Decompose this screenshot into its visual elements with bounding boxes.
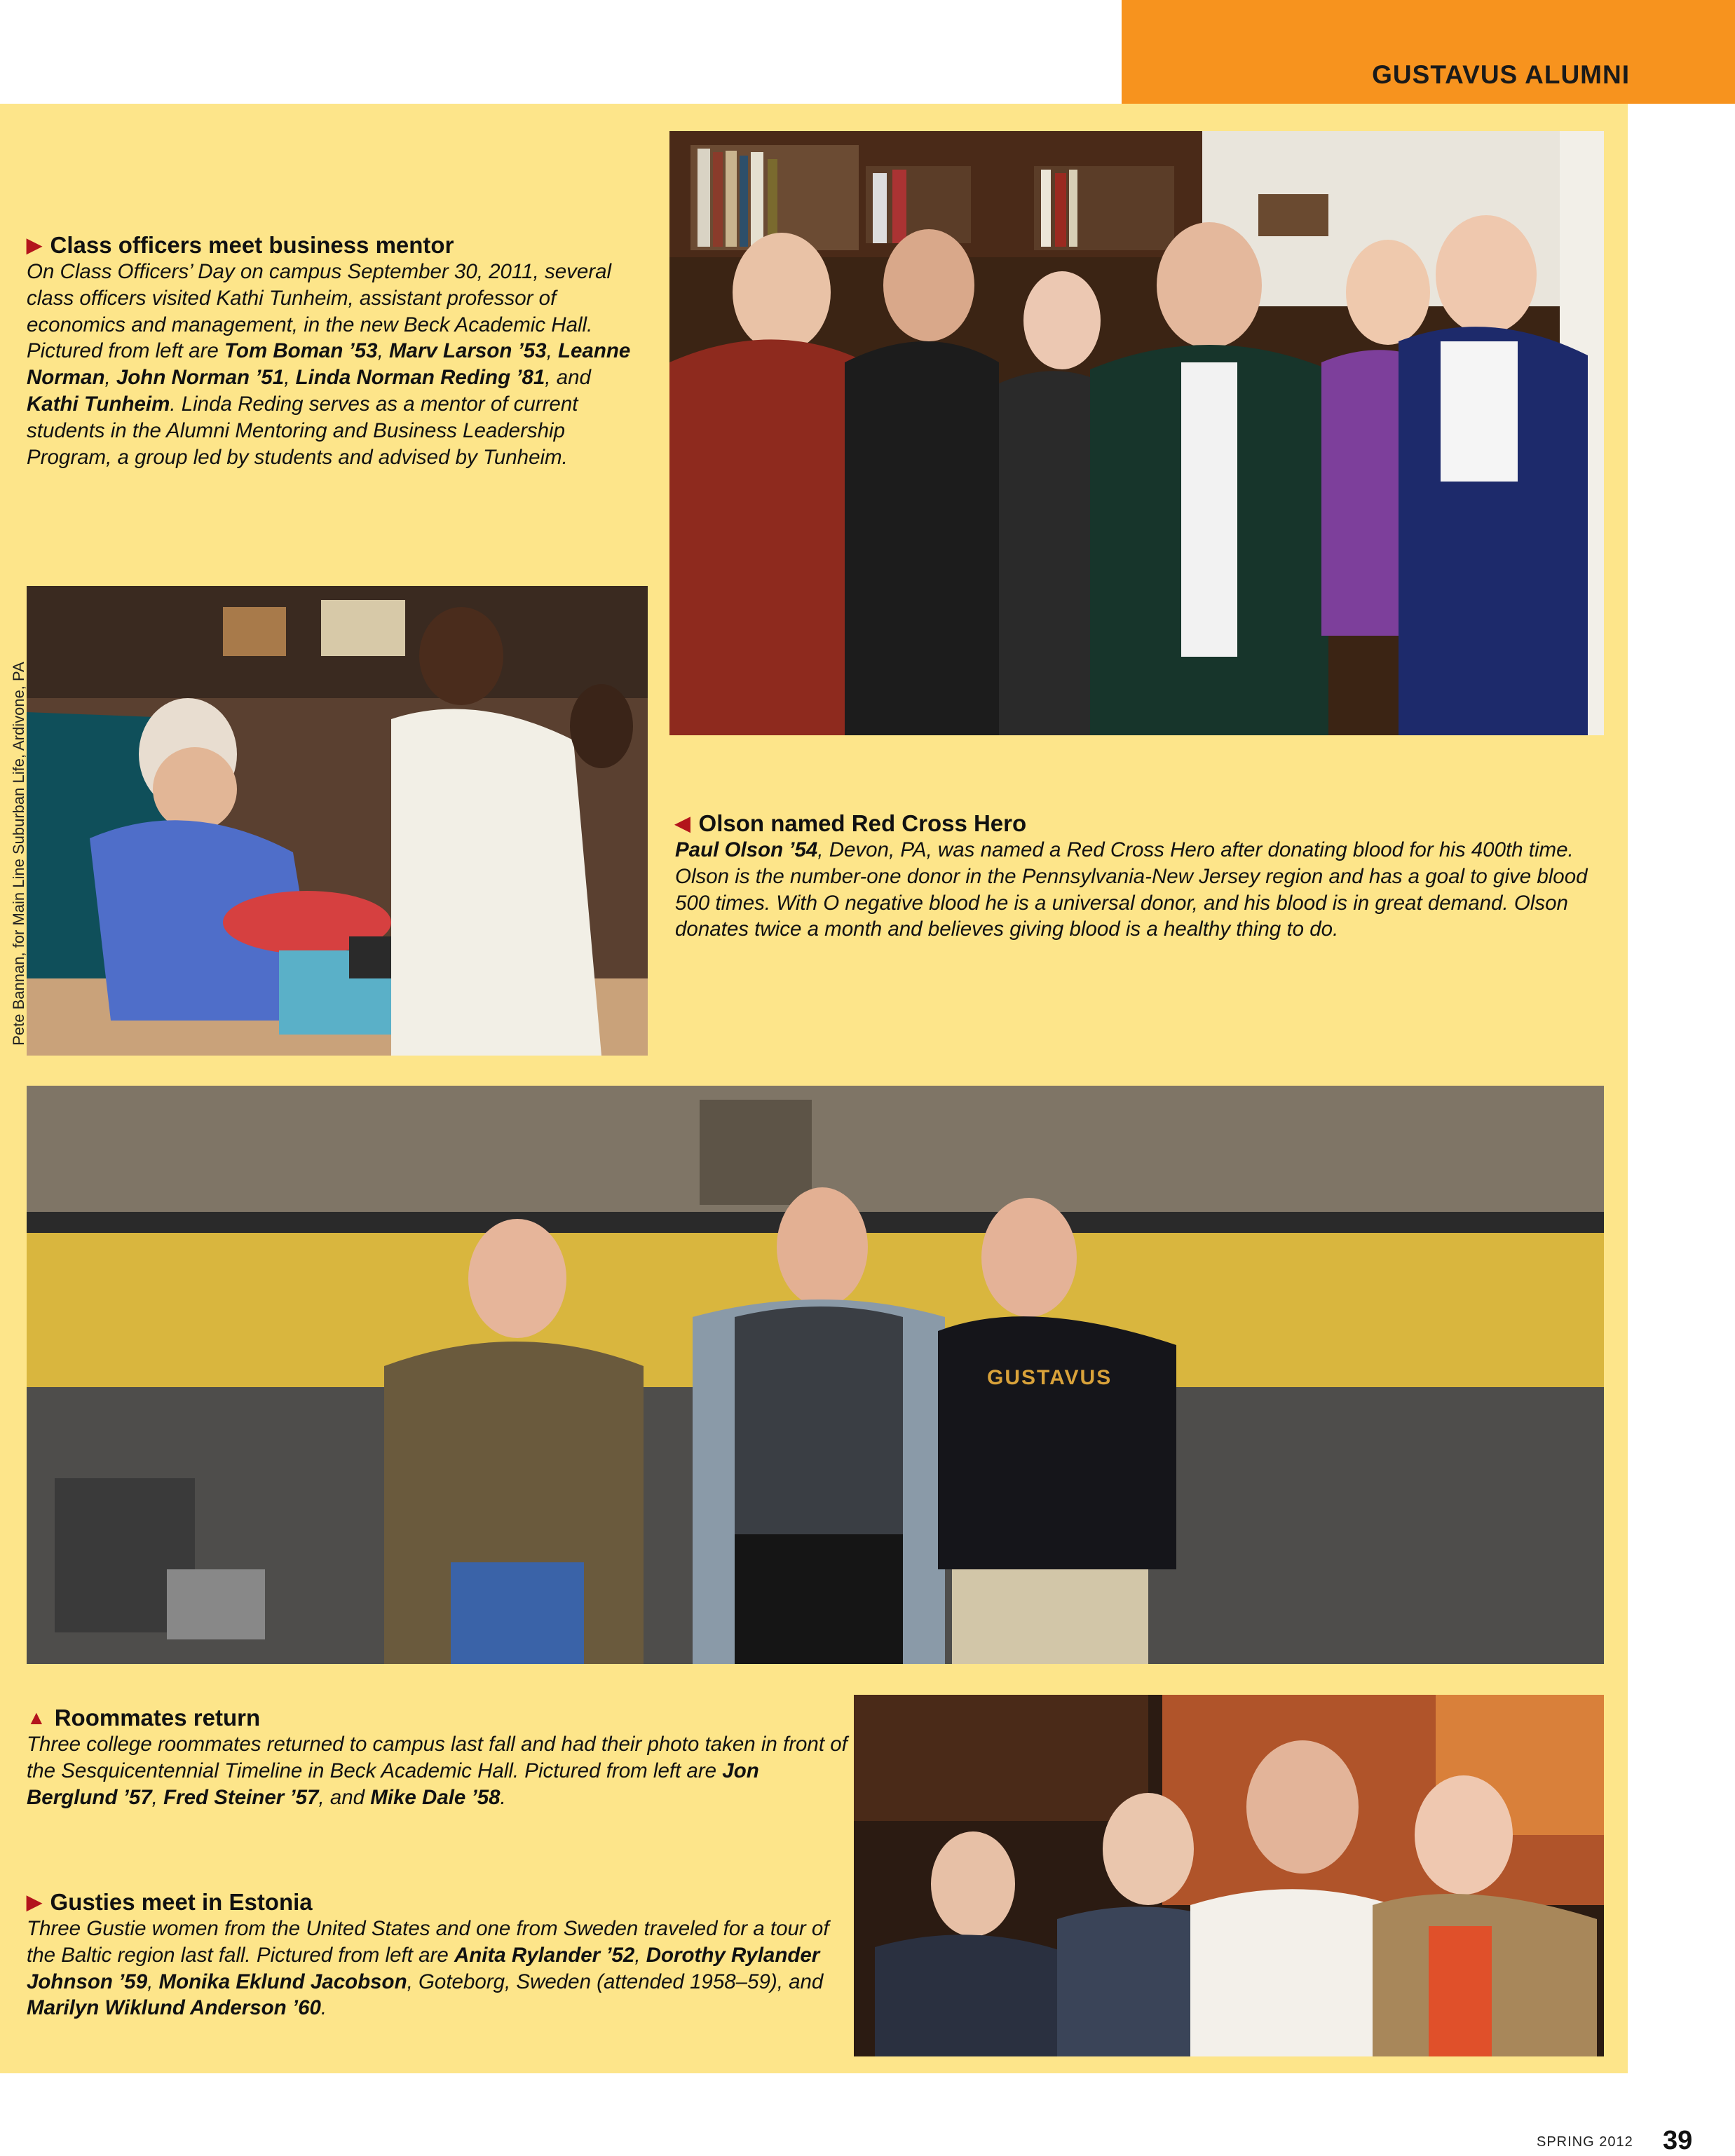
up-arrow-icon: ▲ xyxy=(27,1707,46,1728)
issue-label: SPRING 2012 xyxy=(1537,2134,1633,2150)
person-name: Marv Larson ’53 xyxy=(388,339,547,363)
person-name: Dorothy Rylander Johnson ’59 xyxy=(27,1943,820,1993)
class-officers-photo xyxy=(669,131,1604,735)
body-text: . Linda Reding serves as a mentor of current students in the Alumni Mentoring and Business Leadership Program, a group led by students and advised by Tunheim. xyxy=(27,392,578,469)
photo-credit: Pete Bannan, for Main Line Suburban Life, Ardivone, PA xyxy=(10,662,27,1046)
person-name: Linda Norman Reding ’81 xyxy=(295,366,545,390)
right-arrow-icon: ▶ xyxy=(27,1891,42,1913)
person-name: Mike Dale ’58 xyxy=(370,1785,501,1809)
body-text: . xyxy=(500,1785,506,1809)
body-text: On Class Officers’ Day on campus September 30, 2011, several class officers visited Kathi Tunheim, assistant professor of economics and management, in the new Beck Academic Hall. Pictured from left are xyxy=(27,260,612,363)
person-name: John Norman ’51 xyxy=(116,366,285,390)
person-name: Monika Eklund Jacobson xyxy=(158,1970,407,1993)
person-name: Anita Rylander ’52 xyxy=(454,1943,635,1967)
body-text: , xyxy=(634,1943,646,1967)
headline-text: Roommates return xyxy=(54,1705,261,1731)
body-text: , and xyxy=(545,366,591,390)
body-text: . xyxy=(320,1996,327,2020)
body-text: , Goteborg, Sweden (attended 1958–59), and xyxy=(407,1970,824,1993)
headline-text: Gusties meet in Estonia xyxy=(50,1889,313,1915)
story-headline xyxy=(27,1705,854,1731)
person-name: Marilyn Wiklund Anderson ’60 xyxy=(27,1996,321,2020)
body-text: , and xyxy=(318,1785,371,1809)
person-name: Leanne Norman xyxy=(27,339,631,390)
estonia-photo xyxy=(854,1695,1604,2056)
headline-text: Olson named Red Cross Hero xyxy=(698,810,1027,836)
roommates-photo xyxy=(27,1086,1604,1664)
page-number: 39 xyxy=(1663,2126,1693,2155)
person-name: Tom Boman ’53 xyxy=(224,339,378,363)
body-text: , Devon, PA, was named a Red Cross Hero after donating blood for his 400th time. Olson is the number-one donor in the Pennsylvania-New Jersey region and has a goal to give blood 500 times. With O negative blood he is a universal donor, and his blood is in great demand. Olson donates twice a month and believes giving blood is a healthy thing to do. xyxy=(675,838,1588,941)
body-text: , xyxy=(104,366,116,390)
body-text: , xyxy=(284,366,296,390)
story-body xyxy=(27,259,644,470)
story-headline xyxy=(27,1889,850,1916)
person-name: Kathi Tunheim xyxy=(27,392,170,416)
story-body xyxy=(27,1731,854,1810)
body-text: , xyxy=(377,339,389,363)
left-arrow-icon: ◀ xyxy=(675,812,690,834)
person-name: Jon Berglund ’57 xyxy=(27,1759,759,1809)
body-text: Three Gustie women from the United States and one from Sweden traveled for a tour of the Baltic region last fall. Pictured from left are xyxy=(27,1917,829,1967)
story-headline xyxy=(27,232,644,259)
story-headline xyxy=(675,810,1607,837)
story-body xyxy=(675,837,1607,943)
right-arrow-icon: ▶ xyxy=(27,234,42,256)
body-text: Three college roommates returned to campus last fall and had their photo taken in front of the Sesquicentennial Timeline in Beck Academic Hall. Pictured from left are xyxy=(27,1733,848,1782)
body-text: , xyxy=(147,1970,159,1993)
blood-donation-photo xyxy=(27,586,648,1056)
body-text: , xyxy=(151,1785,164,1809)
person-name: Fred Steiner ’57 xyxy=(163,1785,319,1809)
section-label: GUSTAVUS ALUMNI xyxy=(1372,60,1630,89)
sweatshirt-text: GUSTAVUS xyxy=(987,1366,1113,1389)
body-text: , xyxy=(546,339,558,363)
headline-text: Class officers meet business mentor xyxy=(50,232,454,258)
story-body xyxy=(27,1916,850,2021)
person-name: Paul Olson ’54 xyxy=(675,838,818,861)
